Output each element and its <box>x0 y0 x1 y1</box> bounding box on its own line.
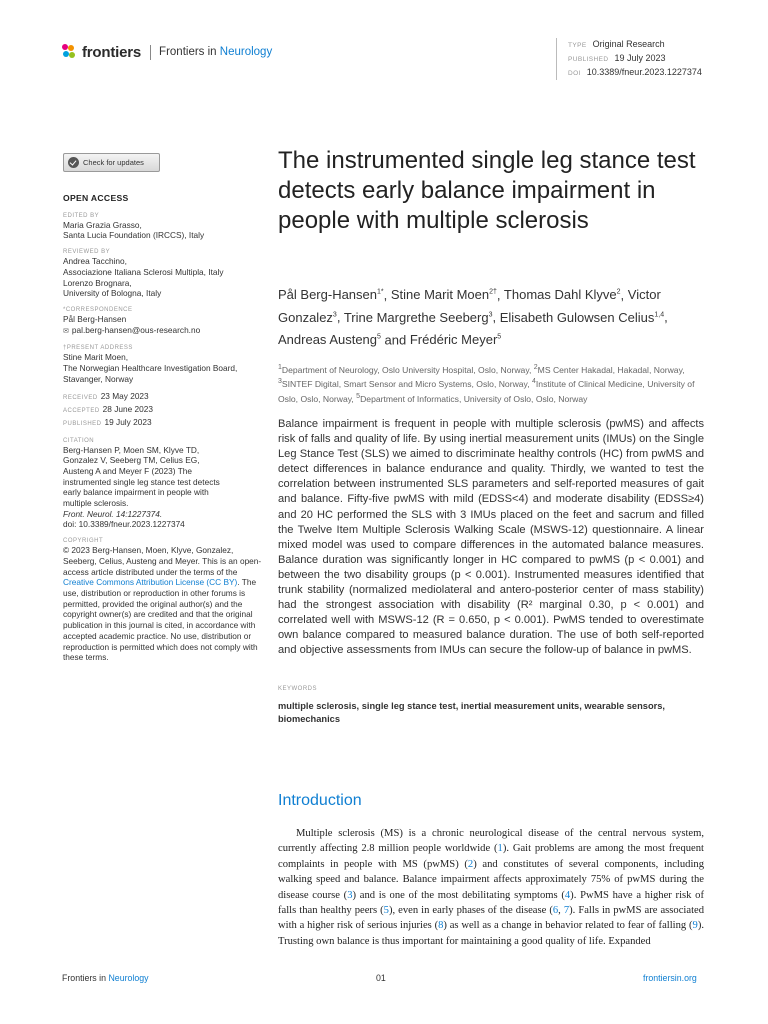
check-icon <box>68 157 79 168</box>
reference-link[interactable]: 3 <box>347 889 353 901</box>
author-name[interactable]: Andreas Austeng$^5$ <box>278 331 381 347</box>
footer-journal: Frontiers in Neurology <box>62 973 149 983</box>
affiliations: $^1$Department of Neurology, Oslo University Hospital, Oslo, Norway, $^2$MS Center Hakadal, Hakadal, Norway, $^3$SINTEF Digital, Smart Sensor and Micro Systems, Oslo, Norway, $^4$Institute of Clinical Medicine, University of Oslo, Oslo, Norway, $^5$Department of Informatics, University of Oslo, Oslo, Norway <box>278 364 695 404</box>
reviewed-by: Andrea Tacchino, Associazione Italiana Sclerosi Multipla, Italy Lorenzo Brognara, University of Bologna, Italy <box>63 256 224 299</box>
reference-link[interactable]: 5 <box>383 905 389 917</box>
section-heading-introduction: Introduction <box>278 792 362 809</box>
frontiers-logo-icon <box>62 44 78 60</box>
reference-link[interactable]: 6 <box>552 905 559 917</box>
abstract: Balance impairment is frequent in people with multiple sclerosis (pwMS) and affects risk of falls and quality of life. By using inertial measurement units (IMUs) on the Single Leg Stance Test (SLS) we aimed to discriminate healthy controls (HC) from pwMS and detect differences in balance endurance and quality. Thirdly, we wanted to test the correlation between instrumented SLS parameters and self-reported measures of gait and balance. Fifty-five pwMS with mild (EDSS<4) and moderate disability (EDSS≥4) and 20 HC performed the SLS with 3 IMUs placed on the feet and sacrum and filled the Twelve Item Multiple Sclerosis Walking Scale (MSWS-12) questionnaire. A linear mixed model was used to compare differences in the automated balance measures. Balance duration was significantly longer in HC compared to pwMS (p < 0.001) and between the two disability groups (p < 0.001). Instrumented measures identified that trunk stability (normalized mediolateral and antero-posterior center of mass stability) had the strongest association with disability (R² marginal 0.30, p < 0.001) and correlated well with MSWS-12 (R = 0.650, p < 0.001). PwMS tended to overestimate own balance compared to measured balance duration. The use of both self-reported and objective assessments from IMUs can secure the follow-up of balance in pwMS. <box>278 418 704 657</box>
footer-site-link[interactable]: frontiersin.org <box>643 973 697 983</box>
author-list: Pål Berg-Hansen$^{1*}$, Stine Marit Moen$^{2\dagger}$, Thomas Dahl Klyve$^2$, Victor Gonzalez$^3$, Trine Margrethe Seeberg$^3$, Elisabeth Gulowsen Celius$^{1,4}$, Andreas Austeng$^5$ and Frédéric Meyer$^5$ <box>278 287 668 347</box>
open-access-label: OPEN ACCESS <box>63 193 129 203</box>
reference-link[interactable]: 8 <box>438 920 444 932</box>
edited-by: Maria Grazia Grasso, Santa Lucia Foundation (IRCCS), Italy <box>63 219 205 241</box>
article-sidebar: OPEN ACCESS EDITED BY Maria Grazia Grasso, Santa Lucia Foundation (IRCCS), Italy REVIEWED BY Andrea Tacchino, Associazione Italiana Sclerosi Multipla, Italy Lorenzo Brognara, University of Bologna, Italy *CORRESPONDENCE Pål Berg-Hansen ✉ pal.berg-hansen@ous-research.no †PRESENT ADDRESS Stine Marit Moen, The Norwegian Healthcare Investigation Board, Stavanger, Norway RECEIVED 23 May 2023 ACCEPTED 28 June 2023 PUBLISHED 19 July 2023 CITATION Berg-Hansen P, Moen SM, Klyve TD, Gonzalez V, Seeberg TM, Celius EG, Austeng A and Meyer F (2023) The instrumented single leg stance test detects early balance impairment in people with multiple sclerosis. Front. Neurol. 14:1227374. doi: 10.3389/fneur.2023.1227374 COPYRIGHT © 2023 Berg-Hansen, Moen, Klyve, Gonzalez, Seeberg, Celius, Austeng and Meyer. This is an open-access article distributed under the terms of the Creative Commons Attribution License (CC BY). The use, distribution or reproduction in other forums is permitted, provided the original author(s) and the copyright owner(s) are credited and that the original publication in this journal is cited, in accordance with accepted academic practice. No use, distribution or reproduction is permitted which does not comply with these terms. <box>63 193 263 663</box>
author-name[interactable]: Elisabeth Gulowsen Celius$^{1,4}$ <box>499 309 665 325</box>
header-divider <box>150 45 151 60</box>
author-name[interactable]: Thomas Dahl Klyve$^2$ <box>503 287 621 303</box>
article-doi[interactable]: 10.3389/fneur.2023.1227374 <box>586 67 702 77</box>
page-number: 01 <box>376 973 386 983</box>
author-name[interactable]: Pål Berg-Hansen$^{1*}$ <box>278 287 384 303</box>
reference-link[interactable]: 7 <box>563 905 570 917</box>
article-title: The instrumented single leg stance test detects early balance impairment in people with multiple sclerosis <box>278 147 696 234</box>
citation-text: Berg-Hansen P, Moen SM, Klyve TD, Gonzalez V, Seeberg TM, Celius EG, Austeng A and Meyer F (2023) The instrumented single leg stance test detects early balance impairment in people with multiple sclerosis. <box>63 444 220 509</box>
reference-link[interactable]: 2 <box>467 858 474 870</box>
author-name[interactable]: Frédéric Meyer$^5$ <box>409 331 502 347</box>
published-date: 19 July 2023 <box>614 53 666 63</box>
citation-journal: Front. Neurol. 14:1227374. <box>63 508 163 519</box>
reference-link[interactable]: 1 <box>497 843 503 855</box>
copyright-text: © 2023 Berg-Hansen, Moen, Klyve, Gonzalez, Seeberg, Celius, Austeng and Meyer. This is an open-access article distributed under the terms of the Creative Commons Attribution License (CC BY). The use, distribution or reproduction in other forums is permitted, provided the original author(s) and the copyright owner(s) are credited and that the original publication in this journal is cited, in accordance with accepted academic practice. No use, distribution or reproduction is permitted which does not comply with these terms. <box>63 545 262 663</box>
article-dates: RECEIVED 23 May 2023 ACCEPTED 28 June 2023 PUBLISHED 19 July 2023 <box>63 391 153 427</box>
keywords: multiple sclerosis, single leg stance test, inertial measurement units, wearable sensors, biomechanics <box>278 701 666 724</box>
frontiers-wordmark: frontiers <box>82 43 142 61</box>
present-address: Stine Marit Moen, The Norwegian Healthcare Investigation Board, Stavanger, Norway <box>63 352 238 384</box>
keywords-label: KEYWORDS <box>278 686 318 692</box>
reference-link[interactable]: 4 <box>564 889 571 901</box>
check-for-updates-button[interactable]: Check for updates <box>63 153 160 172</box>
citation-doi[interactable]: doi: 10.3389/fneur.2023.1227374 <box>63 519 185 530</box>
cc-by-license-link[interactable]: Creative Commons Attribution License (CC BY) <box>63 577 238 588</box>
journal-name[interactable]: Frontiers in Neurology <box>159 46 273 58</box>
author-name[interactable]: Trine Margrethe Seeberg$^3$ <box>343 309 493 325</box>
article-type: Original Research <box>592 39 665 49</box>
reference-link[interactable]: 9 <box>692 920 698 932</box>
author-name[interactable]: Stine Marit Moen$^{2\dagger}$ <box>390 287 497 303</box>
author-name[interactable]: Victor Gonzalez$^3$ <box>278 287 661 325</box>
correspondence-email[interactable]: ✉ pal.berg-hansen@ous-research.no <box>63 325 263 338</box>
article-meta: TYPE Original Research PUBLISHED 19 July 2023 DOI 10.3389/fneur.2023.1227374 <box>556 38 702 80</box>
correspondence-name: Pål Berg-Hansen <box>63 313 127 324</box>
journal-header <box>62 41 272 63</box>
introduction-paragraph: Multiple sclerosis (MS) is a chronic neurological disease of the central nervous system, currently affecting 2.8 million people worldwide (1). Gait problems are among the most frequent complaints in people with MS (pwMS) (2) and constitutes of several components, including walking speed and balance. Balance impairment affects approximately 75% of pwMS during the disease course (3) and is one of the most debilitating symptoms (4). PwMS have a higher risk of falls than healthy peers (5), even in early phases of the disease (6, 7). Falls in pwMS are associated with a higher risk of serious injuries (8) as well as a change in behavior related to fear of falling (9). Trusting own balance is thus important for maintaining a good quality of life. Expanded <box>278 828 705 947</box>
